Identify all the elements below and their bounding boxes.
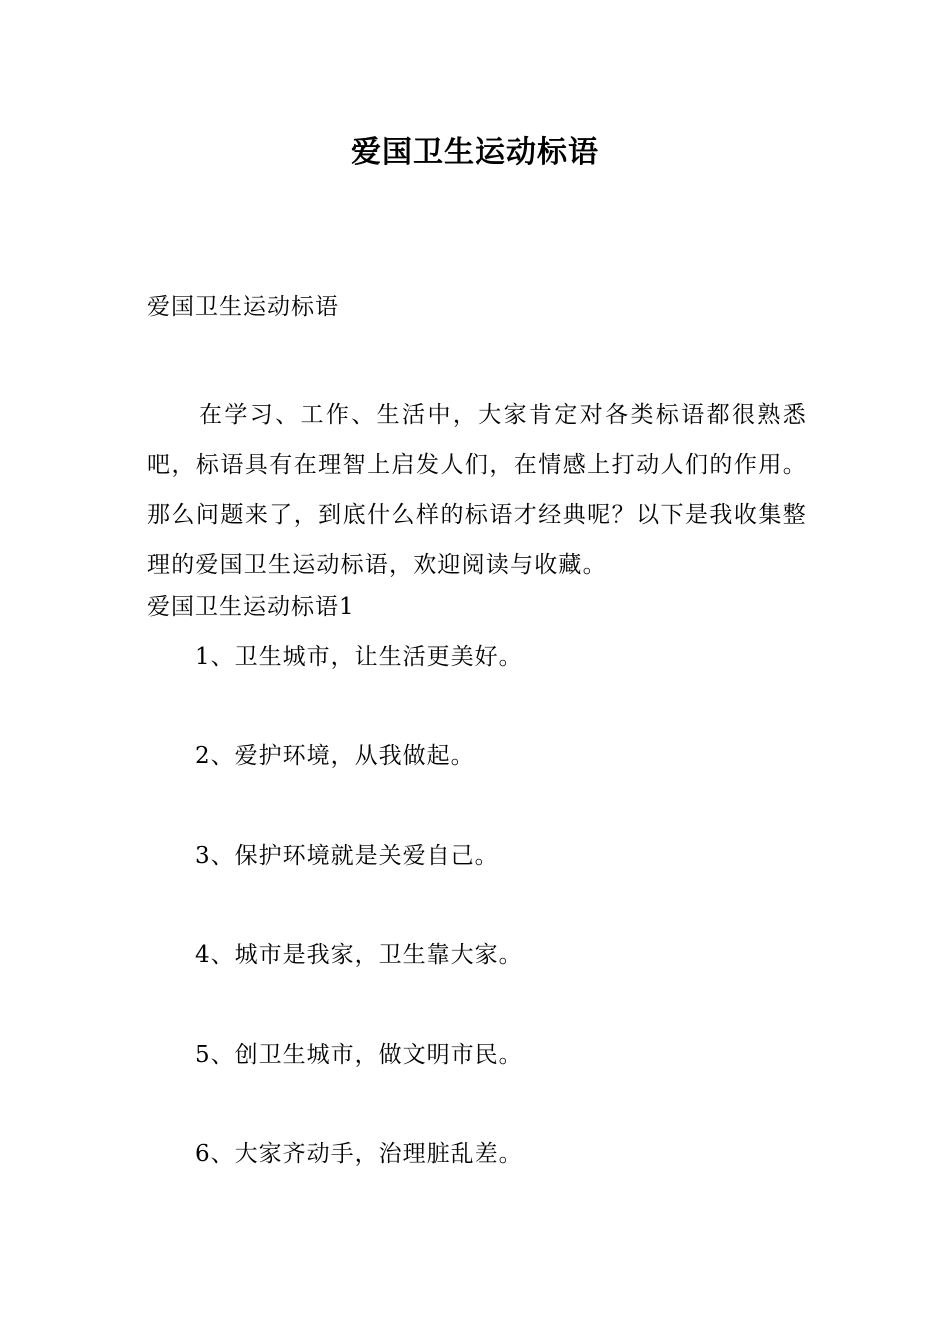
page-title: 爱国卫生运动标语 [351, 135, 599, 170]
list-item: 6、大家齐动手，治理脏乱差。 [195, 1141, 523, 1167]
list-item: 2、爱护环境，从我做起。 [195, 743, 475, 769]
document-subtitle: 爱国卫生运动标语 [147, 294, 339, 320]
intro-paragraph: 在学习、工作、生活中，大家肯定对各类标语都很熟悉吧，标语具有在理智上启发人们，在情感上打动人们的作用。那么问题来了，到底什么样的标语才经典呢？以下是我收集整理的爱国卫生运动标语，欢迎阅读与收藏。 [147, 402, 807, 578]
section-heading: 爱国卫生运动标语1 [147, 594, 355, 620]
list-item: 3、保护环境就是关爱自己。 [195, 843, 499, 869]
list-item: 4、城市是我家，卫生靠大家。 [195, 942, 523, 968]
list-item: 1、卫生城市，让生活更美好。 [195, 644, 523, 670]
list-item: 5、创卫生城市，做文明市民。 [195, 1042, 523, 1068]
